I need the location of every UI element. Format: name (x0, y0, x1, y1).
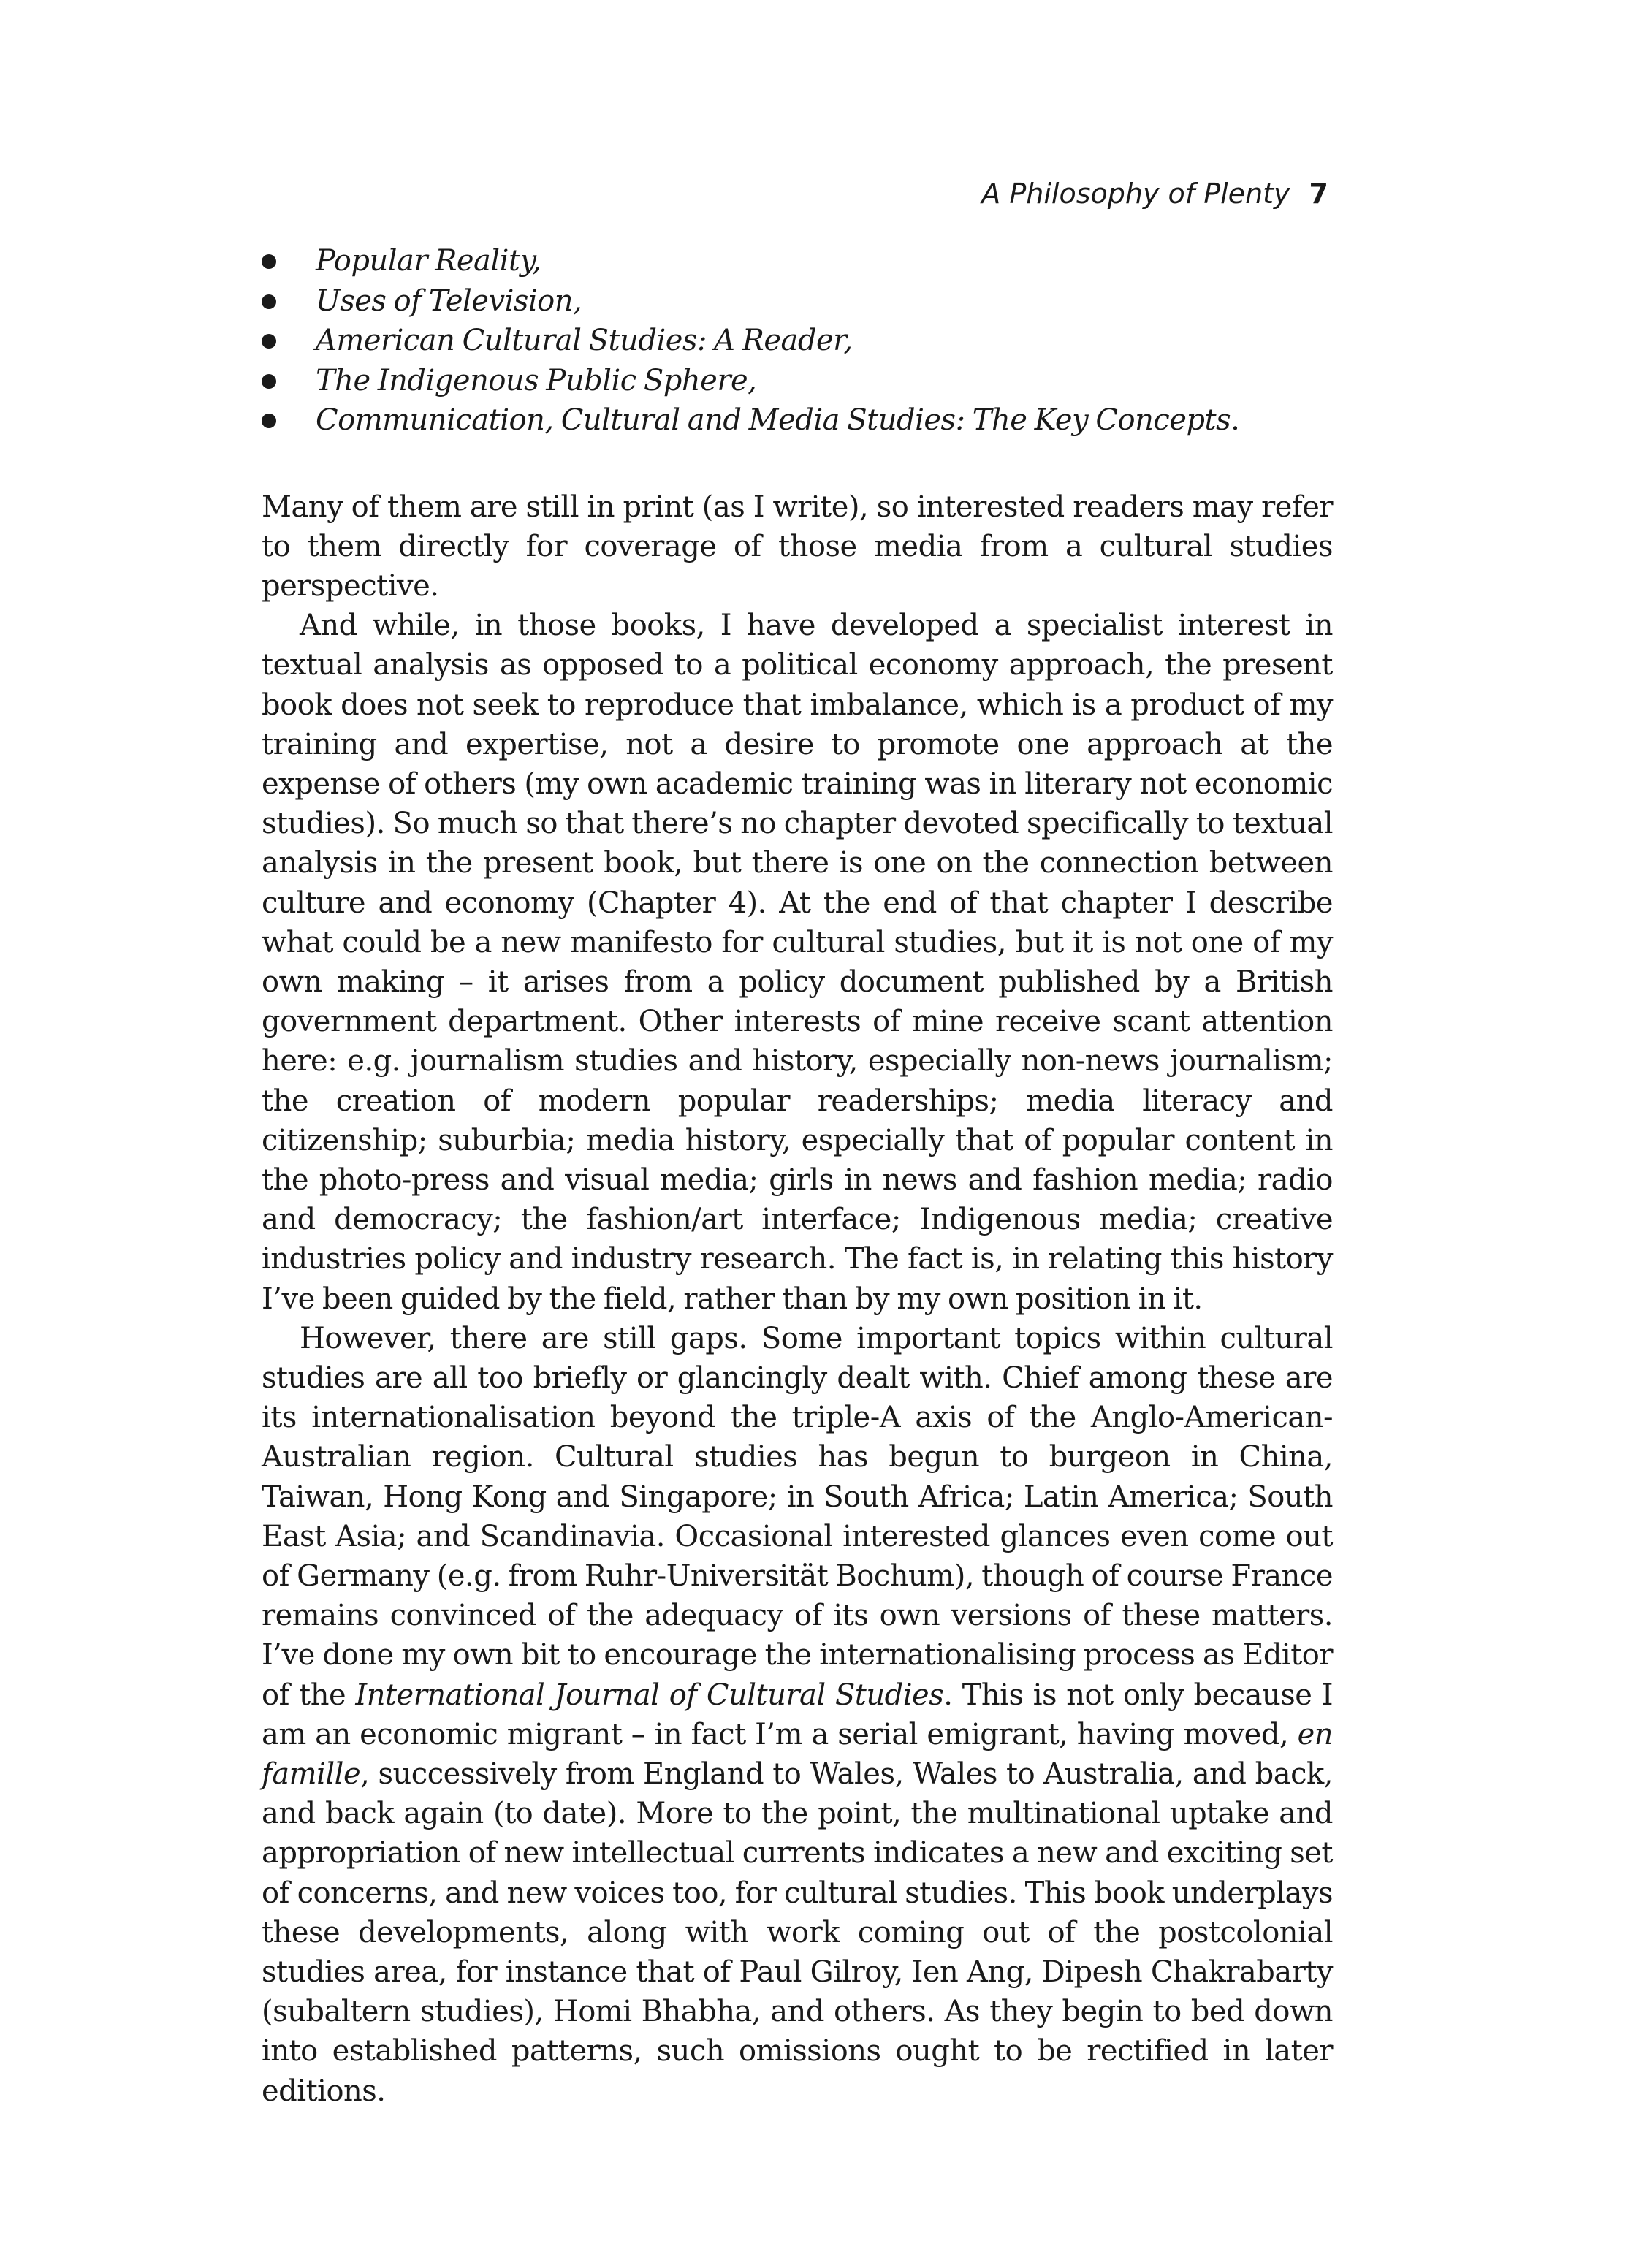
paragraph-text: , successively from England to Wales, Wales to Australia, and back, and back again (to date). More to the point, the multinational uptake and appropriation of new intellectual currents indicates a new and exciting set of concerns, and new voices too, for cultural studies. This book underplays these developments, along with work coming out of the postcolonial studies area, for instance that of Paul Gilroy, Ien Ang, Dipesh Chakrabarty (subaltern studies), Homi Bhabha, and others. As they begin to bed down into established patterns, such omissions ought to be rectified in later editions. (262, 1757, 1333, 2108)
bullet-icon (262, 294, 276, 309)
body-text (262, 487, 1333, 2111)
list-item (262, 281, 1333, 321)
list-item (262, 241, 1333, 281)
paragraph: Many of them are still in print (as I write), so interested readers may refer to them directly for coverage of those media from a cultural studies perspective. (262, 490, 1333, 603)
paragraph-text: . This is not only because I am an economic migrant – in fact I’m a serial emigrant, having moved, (262, 1678, 1334, 1751)
list-end-punctuation: . (1231, 403, 1240, 437)
paragraph (262, 1319, 1333, 2111)
paragraph-text: However, there are still gaps. Some important topics within cultural studies are all too briefly or glancingly dealt with. Chief among these are its internationalisation beyond the triple-A axis of the Anglo-American-Australian region. Cultural studies has begun to burgeon in China, Taiwan, Hong Kong and Singapore; in South Africa; Latin America; South East Asia; and Scandinavia. Occasional interested glances even come out of Germany (e.g. from Ruhr-Universität Bochum), though of course France remains convinced of the adequacy of its own versions of these matters. I’ve done my own bit to encourage the internationalising process as Editor of the (262, 1321, 1333, 1712)
text-block (262, 241, 1333, 2111)
paragraph: And while, in those books, I have developed a specialist interest in textual analysis as opposed to a political economy approach, the present book does not seek to reproduce that imbalance, which is a product of my training and expertise, not a desire to promote one approach at the expense of others (my own academic training was in literary not economic studies). So much so that there’s no chapter devoted specifically to textual analysis in the present book, but there is one on the connection between culture and economy (Chapter 4). At the end of that chapter I describe what could be a new manifesto for cultural studies, but it is not one of my own making – it arises from a policy document published by a British government department. Other interests of mine receive scant attention here: e.g. journalism studies and history, especially non-news journalism; the creation of modern popular readerships; media literacy and citizenship; suburbia; media history, especially that of popular content in the photo-press and visual media; girls in news and fashion media; radio and democracy; the fashion/art interface; Indigenous media; creative industries policy and industry research. The fact is, in relating this history I’ve been guided by the field, rather than by my own position in it. (262, 609, 1333, 1316)
foreign-phrase: en famille (262, 1717, 1333, 1791)
list-item (262, 361, 1333, 401)
book-title: American Cultural Studies: A Reader, (316, 324, 853, 357)
book-title: The Indigenous Public Sphere, (316, 363, 757, 397)
running-head (981, 175, 1328, 212)
bullet-icon (262, 374, 276, 389)
list-item (262, 321, 1333, 361)
journal-title: International Journal of Cultural Studies (355, 1678, 944, 1712)
running-head-title: A Philosophy of Plenty (981, 178, 1290, 210)
book-title: Uses of Television, (316, 284, 582, 318)
bullet-icon (262, 334, 276, 349)
page-number: 7 (1309, 178, 1328, 210)
bullet-icon (262, 254, 276, 269)
list-item (262, 400, 1333, 441)
bullet-list (262, 241, 1333, 441)
book-title: Communication, Cultural and Media Studies: The Key Concepts (316, 403, 1231, 437)
bullet-icon (262, 414, 276, 428)
book-title: Popular Reality, (316, 244, 541, 278)
